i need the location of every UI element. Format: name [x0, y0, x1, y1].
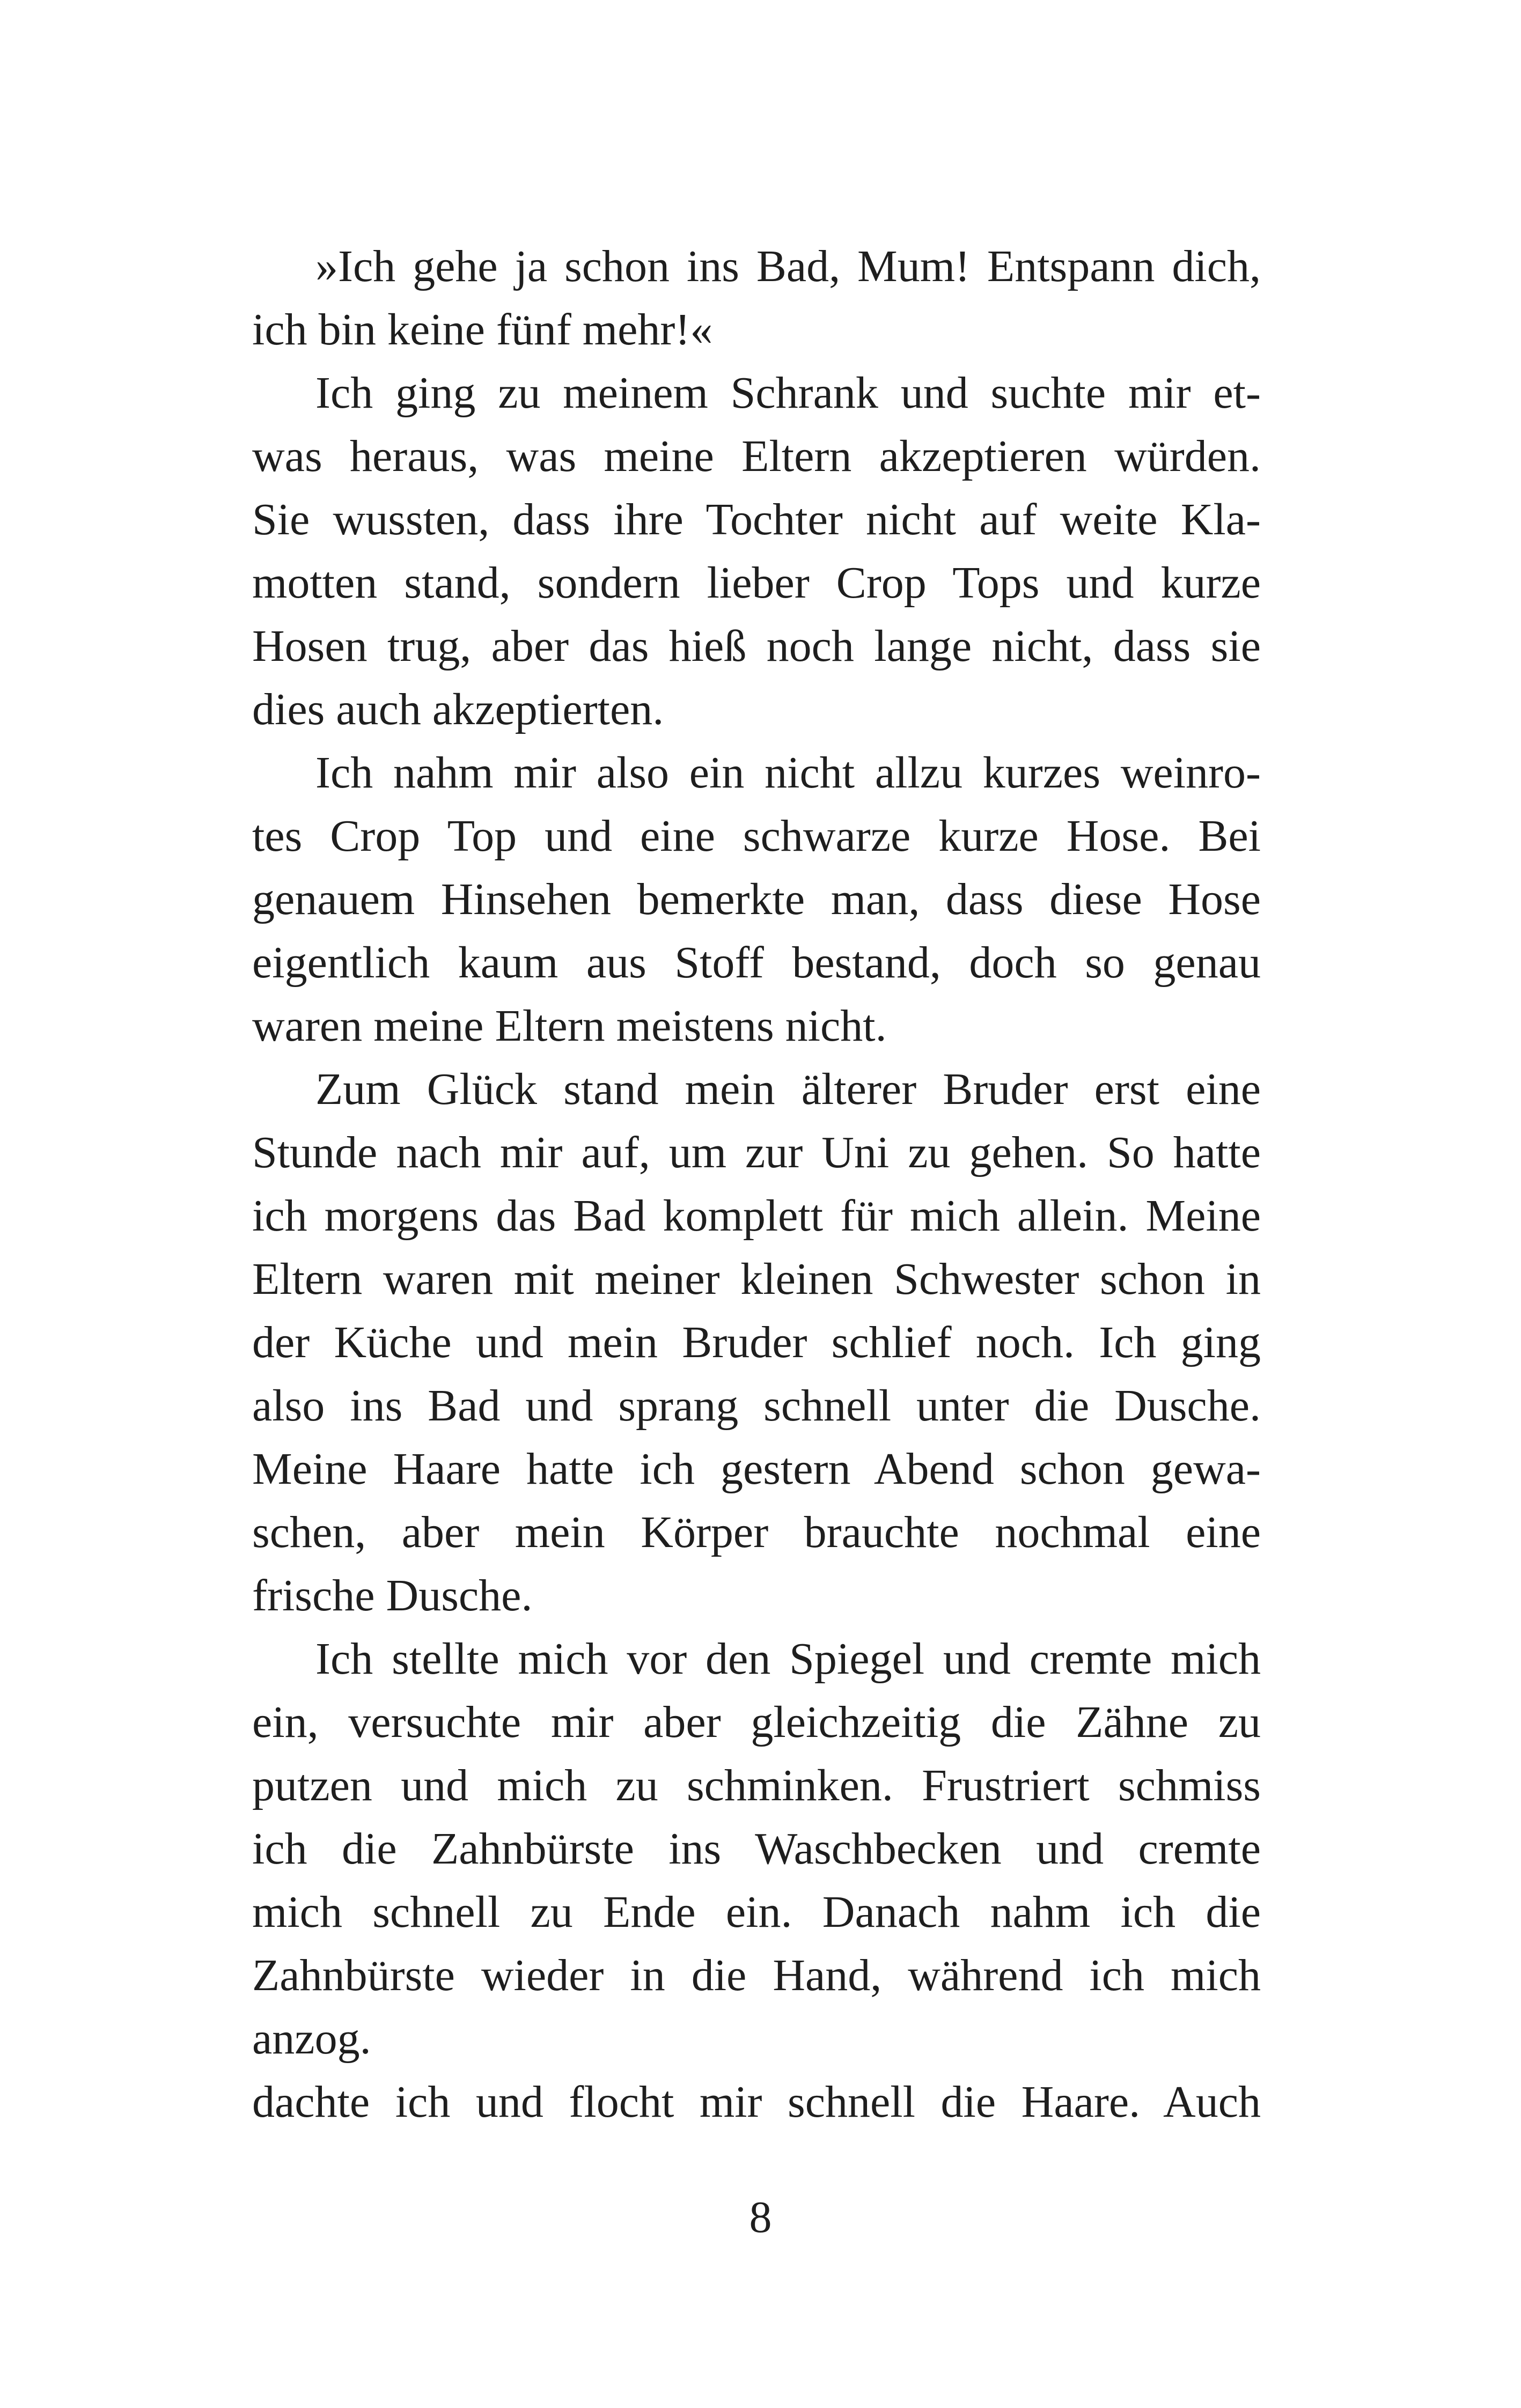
text-line: waren meine Eltern meistens nicht. — [252, 1001, 887, 1051]
text-line: ich morgens das Bad komplett für mich allein. Meine — [252, 1191, 1261, 1241]
text-line: Ich ging zu meinem Schrank und suchte mir et- — [315, 368, 1261, 418]
text-line: der Küche und mein Bruder schlief noch. Ich ging — [252, 1317, 1261, 1367]
text-line: Sie wussten, dass ihre Tochter nicht auf weite Kla- — [252, 495, 1261, 544]
text-line: Eltern waren mit meiner kleinen Schwester schon in — [252, 1254, 1261, 1304]
text-line: ich bin keine fünf mehr!« — [252, 305, 713, 355]
text-line: Ich nahm mir also ein nicht allzu kurzes weinro- — [315, 748, 1261, 798]
text-line: ein, versuchte mir aber gleichzeitig die Zähne zu — [252, 1697, 1261, 1747]
text-line: was heraus, was meine Eltern akzeptieren würden. — [252, 431, 1261, 481]
text-line: schen, aber mein Körper brauchte nochmal eine — [252, 1507, 1261, 1557]
text-line: tes Crop Top und eine schwarze kurze Hose. Bei — [252, 811, 1261, 861]
text-line: dies auch akzeptierten. — [252, 684, 664, 734]
text-line: dachte ich und flocht mir schnell die Haare. Auch — [252, 2077, 1261, 2127]
text-line: genauem Hinsehen bemerkte man, dass diese Hose — [252, 874, 1261, 924]
text-line: putzen und mich zu schminken. Frustriert schmiss — [252, 1761, 1261, 1810]
text-line: mich schnell zu Ende ein. Danach nahm ich die — [252, 1887, 1261, 1937]
body-text — [252, 235, 1261, 2134]
text-line: Hosen trug, aber das hieß noch lange nicht, dass sie — [252, 621, 1261, 671]
text-line: Stunde nach mir auf, um zur Uni zu gehen. So hatte — [252, 1128, 1261, 1177]
text-line: ich die Zahnbürste ins Waschbecken und cremte — [252, 1824, 1261, 1874]
text-line: frische Dusche. — [252, 1571, 533, 1621]
text-line: Zum Glück stand mein älterer Bruder erst eine — [315, 1064, 1261, 1114]
text-line-with-italic — [252, 2007, 1261, 2071]
text-line: eigentlich kaum aus Stoff bestand, doch so genau — [252, 938, 1261, 988]
line-text: anzog. — [252, 2014, 371, 2064]
text-line: Zahnbürste wieder in die Hand, während ich mich — [252, 1950, 1261, 2000]
text-line: Meine Haare hatte ich gestern Abend schon gewa- — [252, 1444, 1261, 1494]
text-line: also ins Bad und sprang schnell unter die Dusche. — [252, 1381, 1261, 1431]
text-line: Ich stellte mich vor den Spiegel und cremte mich — [315, 1634, 1261, 1684]
text-line: »Ich gehe ja schon ins Bad, Mum! Entspann dich, — [315, 241, 1261, 291]
page-number: 8 — [749, 2192, 772, 2242]
text-line: motten stand, sondern lieber Crop Tops und kurze — [252, 558, 1261, 608]
